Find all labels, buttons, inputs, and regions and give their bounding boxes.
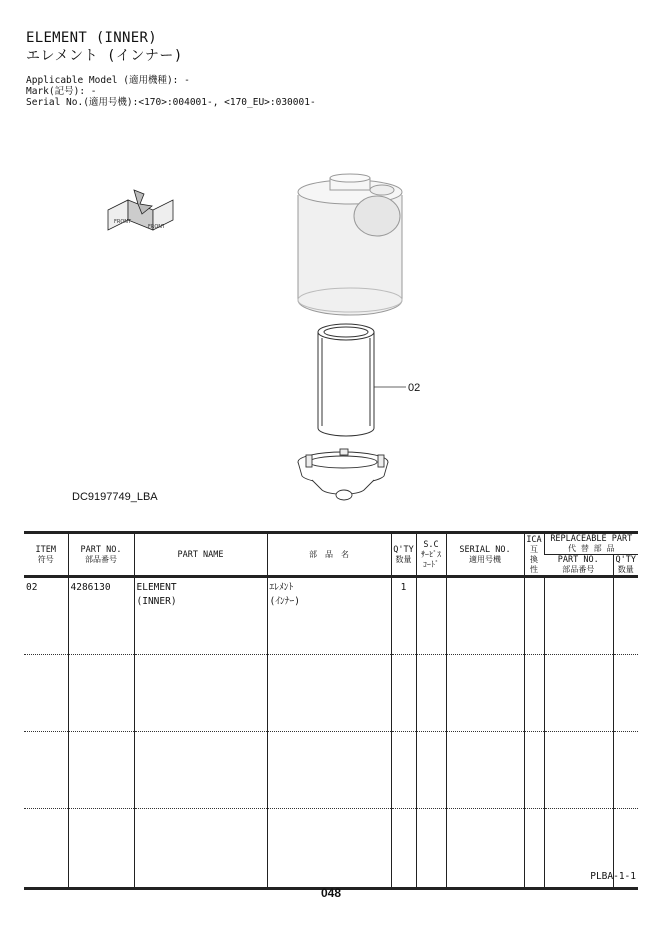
callout-label: 02 bbox=[408, 382, 421, 394]
header-qty: Q'TY 数量 bbox=[391, 533, 416, 577]
inner-element bbox=[318, 324, 406, 436]
header-part-name-ja: 部 品 名 bbox=[267, 533, 391, 577]
header-serial-no: SERIAL NO. 適用号機 bbox=[446, 533, 524, 577]
table-row bbox=[24, 655, 638, 732]
header-item: ITEM 符号 bbox=[24, 533, 68, 577]
orientation-arrow-icon bbox=[108, 190, 173, 230]
replaceable-qty-cell bbox=[613, 577, 638, 655]
table-row bbox=[24, 732, 638, 809]
table-row bbox=[24, 577, 638, 655]
section-code: PLBA-1-1 bbox=[590, 871, 636, 882]
ica-cell bbox=[524, 577, 544, 655]
part-name-cell: ELEMENT (INNER) bbox=[134, 577, 267, 655]
replaceable-part-no-cell bbox=[544, 577, 613, 655]
parts-diagram bbox=[60, 150, 620, 520]
part-name-ja-cell: ｴﾚﾒﾝﾄ (ｲﾝﾅｰ) bbox=[267, 577, 391, 655]
table-row bbox=[24, 809, 638, 889]
page-title-japanese: エレメント (インナー) bbox=[26, 48, 183, 64]
mark: Mark(記号): - bbox=[26, 86, 97, 97]
header-replaceable-part-no: PART NO. 部品番号 bbox=[544, 555, 613, 577]
serial-no-cell bbox=[446, 577, 524, 655]
svg-text:FRONT: FRONT bbox=[114, 219, 132, 225]
cover bbox=[298, 449, 388, 500]
applicable-model: Applicable Model (適用機種): - bbox=[26, 75, 190, 86]
header-ica: ICA 互 換 性 bbox=[524, 533, 544, 577]
header-replaceable-qty: Q'TY 数量 bbox=[613, 555, 638, 577]
page-title: ELEMENT (INNER) bbox=[26, 30, 157, 46]
item-cell: 02 bbox=[24, 577, 68, 655]
drawing-id: DC9197749_LBA bbox=[72, 491, 158, 503]
header-service-code: S.C ｻｰﾋﾞｽ ｺｰﾄﾞ bbox=[416, 533, 446, 577]
part-no-cell: 4286130 bbox=[68, 577, 134, 655]
header-part-no: PART NO. 部品番号 bbox=[68, 533, 134, 577]
header-replaceable-part: REPLACEABLE PART 代 替 部 品 bbox=[544, 533, 638, 555]
header-part-name: PART NAME bbox=[134, 533, 267, 577]
air-cleaner-housing bbox=[298, 174, 402, 315]
parts-table bbox=[24, 531, 638, 890]
page-number: 048 bbox=[320, 886, 342, 900]
serial-number: Serial No.(適用号機):<170>:004001-, <170_EU>:030001- bbox=[26, 97, 316, 108]
qty-cell: 1 bbox=[391, 577, 416, 655]
service-code-cell bbox=[416, 577, 446, 655]
svg-text:FRONT: FRONT bbox=[148, 224, 166, 230]
